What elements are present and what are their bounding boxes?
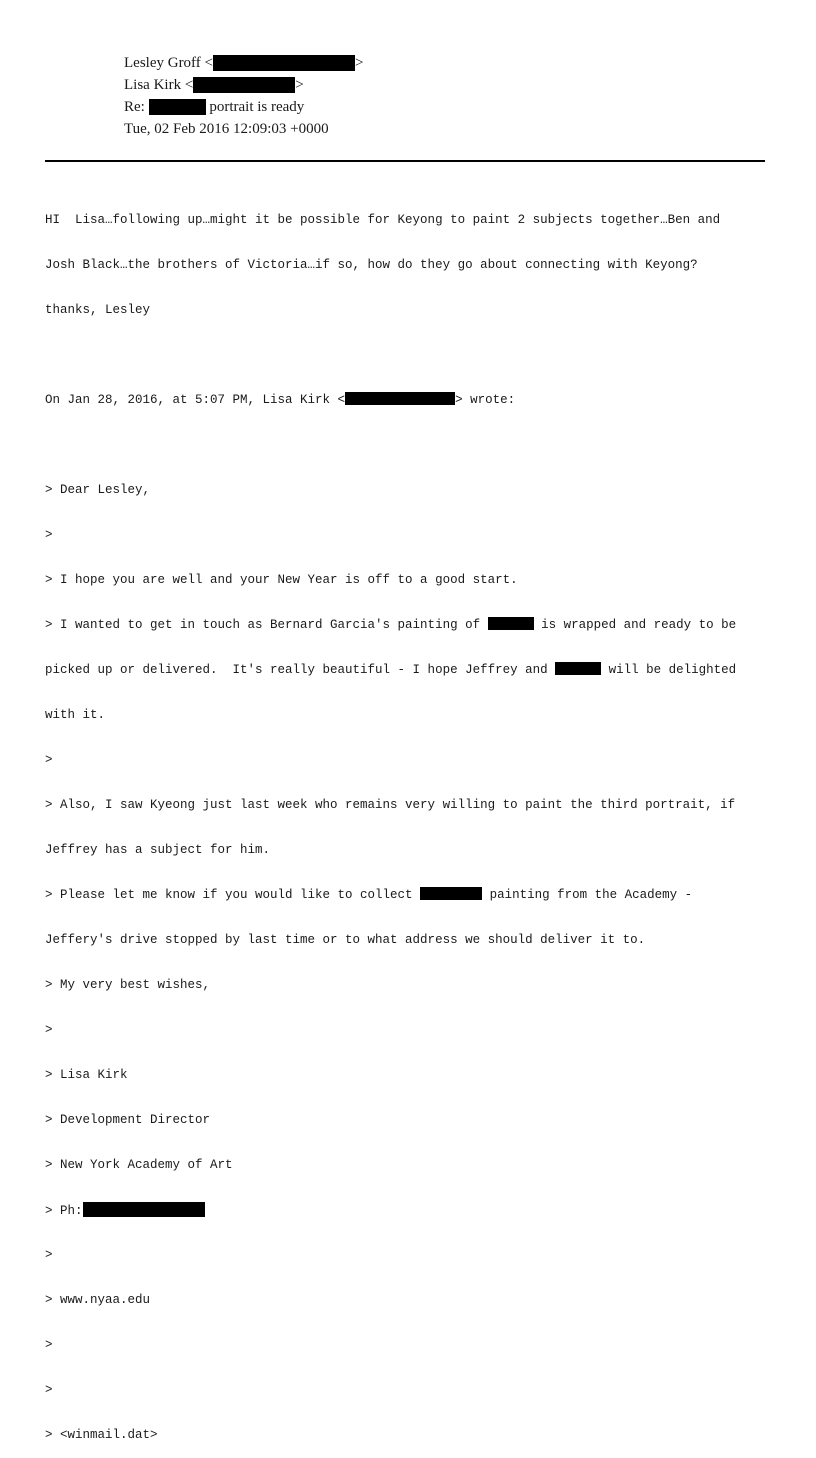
subject-value [124,96,304,118]
to-close: > [295,77,304,93]
redaction-box [149,99,206,115]
quote-line: > Please let me know if you would like to collect painting from the Academy - [45,888,693,902]
quote-line: > [45,1338,53,1352]
quote-line: picked up or delivered. It's really beautiful - I hope Jeffrey and will be delighted [45,663,737,677]
from-value [124,52,363,74]
header-divider [45,160,765,162]
signature-website: > www.nyaa.edu [45,1293,151,1307]
quote-line: > I wanted to get in touch as Bernard Garcia's painting of is wrapped and ready to be [45,618,737,632]
redaction-box [345,392,455,405]
redaction-box [83,1202,205,1217]
to-value [124,74,304,96]
quote-line: Jeffrey has a subject for him. [45,843,271,857]
date-value: Tue, 02 Feb 2016 12:09:03 +0000 [124,121,329,137]
quote-line: > I hope you are well and your New Year is off to a good start. [45,573,518,587]
quote-line: with it. [45,708,106,722]
quote-line: > [45,753,53,767]
signature-org: > New York Academy of Art [45,1158,233,1172]
quote-line: > My very best wishes, [45,978,211,992]
signature-name: > Lisa Kirk [45,1068,128,1082]
redaction-box [555,662,601,675]
redaction-box [213,55,355,71]
attachment-line: > <winmail.dat> [45,1428,158,1442]
quote-line: > Dear Lesley, [45,483,151,497]
reply-line: HI Lisa…following up…might it be possible for Keyong to paint 2 subjects together…Ben and [45,213,721,227]
redaction-box [420,887,482,900]
quote-line: > Also, I saw Kyeong just last week who remains very willing to paint the third portrait, if [45,798,736,812]
signature-phone: > Ph: [45,1203,767,1218]
email-body [45,183,767,1458]
quote-line: > [45,528,53,542]
from-close: > [355,55,364,71]
quote-line: > [45,1383,53,1397]
to-name: Lisa Kirk < [124,77,194,93]
redaction-box [488,617,534,630]
quote-line: Jeffery's drive stopped by last time or to what address we should deliver it to. [45,933,646,947]
quote-intro: On Jan 28, 2016, at 5:07 PM, Lisa Kirk < > wrote: [45,393,516,407]
reply-line: Josh Black…the brothers of Victoria…if so, how do they go about connecting with Keyong? [45,258,698,272]
quote-line: > [45,1248,53,1262]
reply-line: thanks, Lesley [45,303,151,317]
subject-suffix: portrait is ready [209,99,305,115]
signature-title: > Development Director [45,1113,211,1127]
quote-line: > [45,1023,53,1037]
redaction-box [193,77,295,93]
from-name: Lesley Groff < [124,55,213,71]
subject-prefix: Re: [124,99,145,115]
